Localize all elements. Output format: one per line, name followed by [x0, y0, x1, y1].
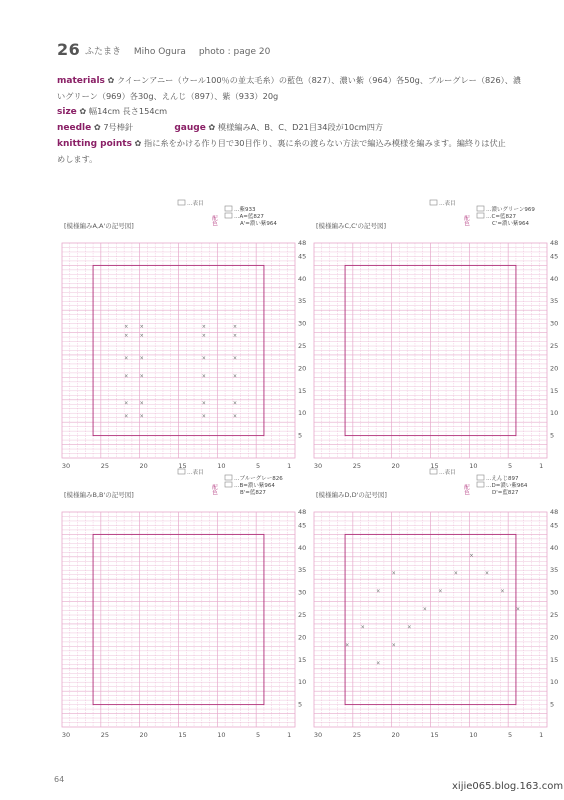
knitting-points-label: knitting points — [57, 139, 132, 149]
knitting-points-text-1: 指に糸をかける作り目で30目作り、裏に糸の渡らない方法で編込み模様を編みます。編終りは伏止 — [144, 138, 506, 148]
stitch-mark: × — [232, 333, 238, 340]
y-tick-label: 25 — [298, 342, 307, 351]
legend-front-swatch — [178, 200, 185, 205]
y-tick-label: 40 — [298, 274, 307, 283]
pattern-title: ふたまき — [85, 47, 122, 57]
y-tick-label: 10 — [298, 678, 307, 687]
chart-A — [62, 199, 306, 470]
stitch-mark: × — [407, 624, 412, 631]
chart-title: [模様編みA,A'の記号図] — [64, 222, 134, 230]
stitch-mark: × — [232, 413, 238, 420]
needle-value: 7号棒針 — [103, 122, 134, 132]
x-tick-label: 25 — [352, 731, 361, 739]
stitch-mark: × — [139, 413, 144, 420]
y-tick-label: 15 — [550, 655, 559, 664]
legend-color-heading: 配色 — [211, 215, 217, 226]
stitch-mark: × — [139, 324, 144, 331]
legend-entry: B'=藍827 — [240, 490, 266, 496]
x-tick-label: 20 — [139, 731, 148, 739]
stitch-mark: × — [124, 413, 129, 420]
x-tick-label: 1 — [539, 462, 544, 470]
y-tick-label: 30 — [550, 588, 559, 597]
x-tick-label: 15 — [178, 731, 187, 739]
stitch-mark: × — [422, 606, 427, 613]
legend-front-label: …表目 — [187, 470, 204, 476]
stitch-mark: × — [232, 324, 238, 331]
stitch-mark: × — [515, 606, 521, 613]
y-tick-label: 10 — [298, 409, 307, 418]
legend-entry: D'=藍827 — [492, 490, 519, 496]
knitting-points-row: knitting points ✿ 指に糸をかける作り目で30目作り、裏に糸の渡らない方法で編込み模様を編みます。編終りは伏止 — [57, 138, 506, 149]
chart-D — [314, 468, 558, 739]
y-tick-label: 15 — [550, 386, 559, 395]
x-tick-label: 15 — [178, 462, 187, 470]
legend-entry: …C=藍827 — [486, 214, 516, 220]
x-tick-label: 20 — [391, 731, 400, 739]
stitch-mark: × — [201, 324, 207, 331]
stitch-mark: × — [500, 588, 505, 595]
y-tick-label: 48 — [550, 239, 559, 247]
y-tick-label: 35 — [298, 297, 307, 306]
stitch-mark: × — [139, 400, 144, 407]
legend-front-label: …表目 — [439, 470, 456, 476]
stitch-mark: × — [139, 333, 144, 340]
stitch-mark: × — [124, 324, 129, 331]
y-tick-label: 35 — [550, 297, 559, 306]
stitch-mark: × — [391, 642, 396, 649]
stitch-mark: × — [124, 373, 129, 380]
x-tick-label: 5 — [508, 462, 513, 470]
y-tick-label: 30 — [298, 319, 307, 328]
legend-front-swatch — [430, 200, 437, 205]
legend-front-label: …表目 — [187, 201, 204, 207]
materials-row: materials ✿ クイーンアニー（ウール100％の並太毛糸）の藍色（827）、濃い紫（964）各50g、ブルーグレー（826）、濃 — [57, 75, 522, 86]
y-tick-label: 48 — [550, 508, 559, 516]
stitch-mark: × — [232, 373, 238, 380]
legend-entry: …D=濃い紫964 — [486, 483, 528, 489]
y-tick-label: 25 — [550, 342, 559, 351]
x-tick-label: 1 — [539, 731, 544, 739]
y-tick-label: 45 — [550, 521, 559, 530]
pattern-number: 26 — [57, 40, 81, 59]
y-tick-label: 10 — [550, 678, 559, 687]
photo-reference: photo : page 20 — [198, 47, 271, 57]
chart-B — [62, 468, 306, 739]
legend-color-heading: 配色 — [463, 215, 469, 226]
x-tick-label: 15 — [430, 731, 439, 739]
stitch-mark: × — [484, 570, 490, 577]
stitch-mark: × — [360, 624, 365, 631]
needle-label: needle — [57, 123, 92, 133]
materials-text-2: いグリーン（969）各30g、えんじ（897）、紫（933）20g — [57, 91, 279, 101]
stitch-mark: × — [345, 642, 350, 649]
y-tick-label: 15 — [298, 655, 307, 664]
stitch-mark: × — [201, 373, 207, 380]
x-tick-label: 10 — [217, 731, 226, 739]
y-tick-label: 30 — [550, 319, 559, 328]
legend-front-label: …表目 — [439, 201, 456, 207]
chart-C — [314, 199, 558, 470]
stitch-mark: × — [124, 400, 129, 407]
stitch-mark: × — [438, 588, 443, 595]
x-tick-label: 30 — [313, 731, 323, 739]
y-tick-label: 45 — [298, 252, 307, 261]
x-tick-label: 1 — [287, 462, 292, 470]
size-label: size — [57, 107, 77, 117]
stitch-mark: × — [124, 333, 129, 340]
legend-entry: C'=濃い紫964 — [492, 221, 529, 227]
x-tick-label: 15 — [430, 462, 439, 470]
stitch-mark: × — [201, 400, 207, 407]
y-tick-label: 20 — [298, 364, 307, 373]
stitch-mark: × — [391, 570, 396, 577]
stitch-mark: × — [376, 660, 381, 667]
gauge-label: gauge — [174, 123, 206, 133]
chart-title: [模様編みD,D'の記号図] — [316, 491, 387, 499]
stitch-mark: × — [139, 355, 144, 362]
y-tick-label: 5 — [550, 431, 555, 440]
stitch-mark: × — [232, 355, 238, 362]
x-tick-label: 30 — [313, 462, 323, 470]
page-number: 64 — [54, 775, 65, 784]
legend-entry: …濃いグリーン969 — [486, 207, 535, 213]
y-tick-label: 5 — [298, 431, 303, 440]
y-tick-label: 20 — [550, 364, 559, 373]
y-tick-label: 20 — [298, 633, 307, 642]
x-tick-label: 25 — [100, 462, 109, 470]
legend-entry: A'=濃い紫964 — [240, 221, 277, 227]
legend-color-heading: 配色 — [211, 484, 217, 495]
size-value: 幅14cm 長さ154cm — [88, 106, 168, 116]
legend-entry: …ブルーグレー826 — [234, 476, 283, 482]
stitch-mark: × — [201, 333, 207, 340]
stitch-mark: × — [201, 413, 207, 420]
x-tick-label: 20 — [139, 462, 148, 470]
y-tick-label: 25 — [550, 611, 559, 620]
chart-title: [模様編みB,B'の記号図] — [64, 491, 134, 499]
materials-label: materials — [57, 76, 105, 86]
x-tick-label: 25 — [100, 731, 109, 739]
stitch-mark: × — [232, 400, 238, 407]
x-tick-label: 10 — [217, 462, 226, 470]
y-tick-label: 40 — [550, 274, 559, 283]
needle-gauge-row: needle ✿ 7号棒針 gauge ✿ 模様編みA、B、C、D21目34段が10cm四方 — [57, 122, 384, 133]
legend-swatch — [225, 206, 232, 211]
x-tick-label: 5 — [256, 731, 261, 739]
y-tick-label: 48 — [298, 508, 307, 516]
stitch-mark: × — [201, 355, 207, 362]
stitch-mark: × — [469, 552, 474, 559]
legend-swatch — [477, 475, 484, 480]
y-tick-label: 15 — [298, 386, 307, 395]
y-tick-label: 45 — [550, 252, 559, 261]
y-tick-label: 5 — [550, 700, 555, 709]
y-tick-label: 25 — [298, 611, 307, 620]
legend-swatch — [477, 213, 484, 218]
legend-swatch — [225, 482, 232, 487]
x-tick-label: 10 — [469, 462, 478, 470]
stitch-mark: × — [376, 588, 381, 595]
y-tick-label: 40 — [550, 543, 559, 552]
y-tick-label: 48 — [298, 239, 307, 247]
gauge-value: 模様編みA、B、C、D21目34段が10cm四方 — [217, 122, 384, 132]
watermark: xijie065.blog.163.com — [452, 781, 564, 792]
stitch-mark: × — [124, 355, 129, 362]
x-tick-label: 10 — [469, 731, 478, 739]
x-tick-label: 25 — [352, 462, 361, 470]
legend-entry: …B=濃い紫964 — [234, 483, 275, 489]
y-tick-label: 45 — [298, 521, 307, 530]
x-tick-label: 5 — [508, 731, 513, 739]
stitch-mark: × — [139, 373, 144, 380]
y-tick-label: 30 — [298, 588, 307, 597]
legend-entry: …えんじ897 — [486, 476, 519, 482]
legend-entry: …A=藍827 — [234, 214, 264, 220]
legend-entry: …紫933 — [234, 207, 256, 213]
y-tick-label: 20 — [550, 633, 559, 642]
y-tick-label: 35 — [298, 566, 307, 575]
designer-name: Miho Ogura — [133, 47, 186, 57]
x-tick-label: 5 — [256, 462, 261, 470]
x-tick-label: 20 — [391, 462, 400, 470]
legend-swatch — [477, 482, 484, 487]
x-tick-label: 30 — [61, 731, 71, 739]
materials-text-1: クイーンアニー（ウール100％の並太毛糸）の藍色（827）、濃い紫（964）各50g、ブルーグレー（826）、濃 — [116, 75, 522, 85]
y-tick-label: 35 — [550, 566, 559, 575]
legend-swatch — [225, 475, 232, 480]
legend-swatch — [225, 213, 232, 218]
stitch-mark: × — [453, 570, 459, 577]
y-tick-label: 5 — [298, 700, 303, 709]
x-tick-label: 30 — [61, 462, 71, 470]
chart-title: [模様編みC,C'の記号図] — [316, 222, 387, 230]
x-tick-label: 1 — [287, 731, 292, 739]
legend-swatch — [477, 206, 484, 211]
size-row: size ✿ 幅14cm 長さ154cm — [57, 106, 168, 117]
y-tick-label: 10 — [550, 409, 559, 418]
legend-color-heading: 配色 — [463, 484, 469, 495]
knitting-points-text-2: めします。 — [57, 154, 98, 164]
y-tick-label: 40 — [298, 543, 307, 552]
